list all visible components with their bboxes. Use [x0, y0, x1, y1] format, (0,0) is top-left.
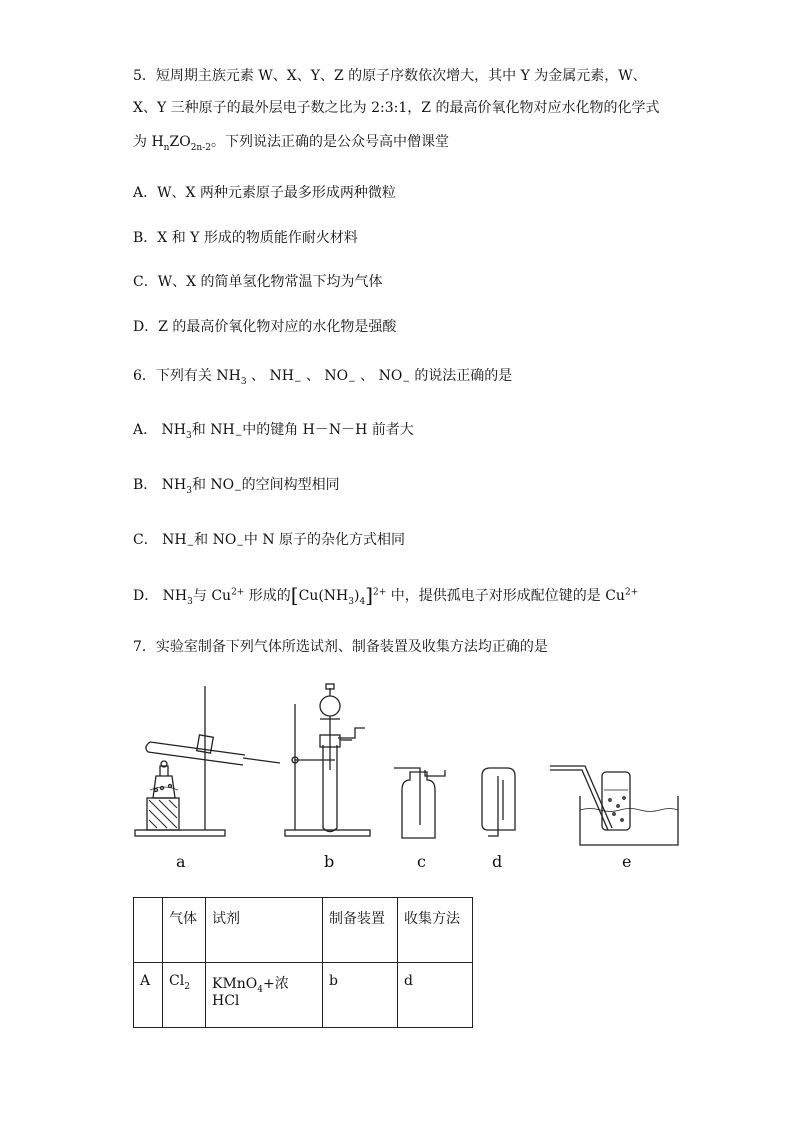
text: KMnO — [212, 976, 258, 992]
text: NH — [269, 368, 294, 384]
q6-stem — [133, 366, 512, 386]
subscript: − — [234, 485, 242, 496]
text: NO — [378, 368, 403, 384]
apparatus-c — [394, 768, 445, 838]
subscript: − — [348, 376, 356, 387]
text: 、 — [251, 368, 266, 384]
text: D． NH — [133, 588, 188, 604]
apparatus-diagram — [130, 680, 690, 850]
subscript: 3 — [348, 596, 354, 607]
q5-option-c: C．W、X 的简单氢化物常温下均为气体 — [133, 274, 383, 290]
q5-option-a: A．W、X 两种元素原子最多形成两种微粒 — [133, 185, 396, 201]
subscript: 3 — [186, 430, 192, 441]
header-cell: 制备装置 — [323, 898, 398, 963]
text: 中，提供孤电子对形成配位键的是 Cu — [386, 588, 625, 604]
subscript: 3 — [186, 485, 192, 496]
header-cell: 气体 — [163, 898, 206, 963]
text: A． NH — [133, 422, 187, 438]
label-d: d — [492, 852, 503, 871]
header-cell: 试剂 — [206, 898, 323, 963]
text: B． NH — [133, 477, 187, 493]
subscript: 3 — [240, 376, 247, 387]
collect-cell: d — [398, 963, 473, 1028]
subscript: n — [163, 142, 170, 153]
reagent-cell — [206, 963, 323, 1028]
text: Cu(NH — [298, 588, 349, 604]
text: 6．下列有关 NH — [133, 368, 241, 384]
text: 和 NH — [191, 422, 235, 438]
apparatus-b — [285, 684, 370, 836]
header-cell: 收集方法 — [398, 898, 473, 963]
text: 与 Cu — [192, 588, 232, 604]
subscript: − — [293, 376, 302, 387]
label-a: a — [176, 852, 186, 871]
text: Cl — [169, 973, 185, 989]
text: 和 NO — [191, 477, 235, 493]
superscript: 2+ — [231, 587, 245, 598]
gas-cell — [163, 963, 206, 1028]
q6-option-d: D． $NH_3$与 $Cu^{2+}$ 形成的$[Cu(NH_3)_4]^{2+}$ 中，提供孤电子对形成配位键的是 $Cu^{2+}$ — [133, 583, 639, 607]
q5-option-b: B．X 和 Y 形成的物质能作耐火材料 — [133, 230, 358, 246]
subscript: − — [402, 376, 410, 387]
text: 。下列说法正确的是公众号高中僧课堂 — [210, 134, 449, 150]
text: 中的键角 H－N－H 前者大 — [242, 422, 414, 438]
header-cell — [134, 898, 163, 963]
subscript: 2 — [184, 981, 190, 992]
text: 形成的 — [244, 588, 291, 604]
apparatus-d — [482, 768, 515, 836]
text: 中 N 原子的杂化方式相同 — [243, 532, 406, 548]
bracket-close: ] — [365, 583, 374, 607]
text: 、 — [305, 368, 320, 384]
label-b: b — [324, 852, 335, 871]
q7-stem: 7．实验室制备下列气体所选试剂、制备装置及收集方法均正确的是 — [133, 639, 548, 655]
subscript: 4 — [257, 984, 264, 995]
subscript: 2n-2 — [190, 142, 211, 153]
label-c: c — [417, 852, 426, 871]
subscript: 4 — [359, 596, 366, 607]
apparatus-e — [550, 766, 678, 845]
q5-option-d: D．Z 的最高价氧化物对应的水化物是强酸 — [133, 319, 397, 335]
q5-stem-line1: 5．短周期主族元素 W、X、Y、Z 的原子序数依次增大，其中 Y 为金属元素，W、 — [133, 68, 647, 84]
q6-option-b — [133, 475, 340, 495]
apparatus-a — [135, 686, 280, 836]
table-header-row — [134, 898, 473, 963]
q6-option-a — [133, 420, 414, 440]
text: 为 H — [133, 134, 164, 150]
text: 的说法正确的是 — [414, 368, 513, 384]
q6-option-c — [133, 530, 405, 550]
text: +浓 HCl — [212, 976, 289, 1009]
subscript: 3 — [187, 596, 193, 607]
text: NO — [324, 368, 349, 384]
superscript: 2+ — [373, 587, 387, 598]
text: 的空间构型相同 — [241, 477, 340, 493]
q5-stem-line3 — [133, 132, 449, 152]
subscript: − — [234, 430, 243, 441]
options-table — [133, 897, 473, 1028]
subscript: − — [186, 540, 195, 551]
text: 、 — [360, 368, 375, 384]
device-cell: b — [323, 963, 398, 1028]
q5-stem-line2: X、Y 三种原子的最外层电子数之比为 2:3:1，Z 的最高价氧化物对应水化物的化学式 — [133, 100, 660, 116]
label-e: e — [622, 852, 632, 871]
subscript: − — [236, 540, 244, 551]
option-cell: A — [134, 963, 163, 1028]
bracket-open: [ — [290, 583, 299, 607]
table-row — [134, 963, 473, 1028]
text: C． NH — [133, 532, 187, 548]
text: 和 NO — [194, 532, 237, 548]
text: ZO — [169, 134, 191, 150]
superscript: 2+ — [624, 587, 639, 598]
